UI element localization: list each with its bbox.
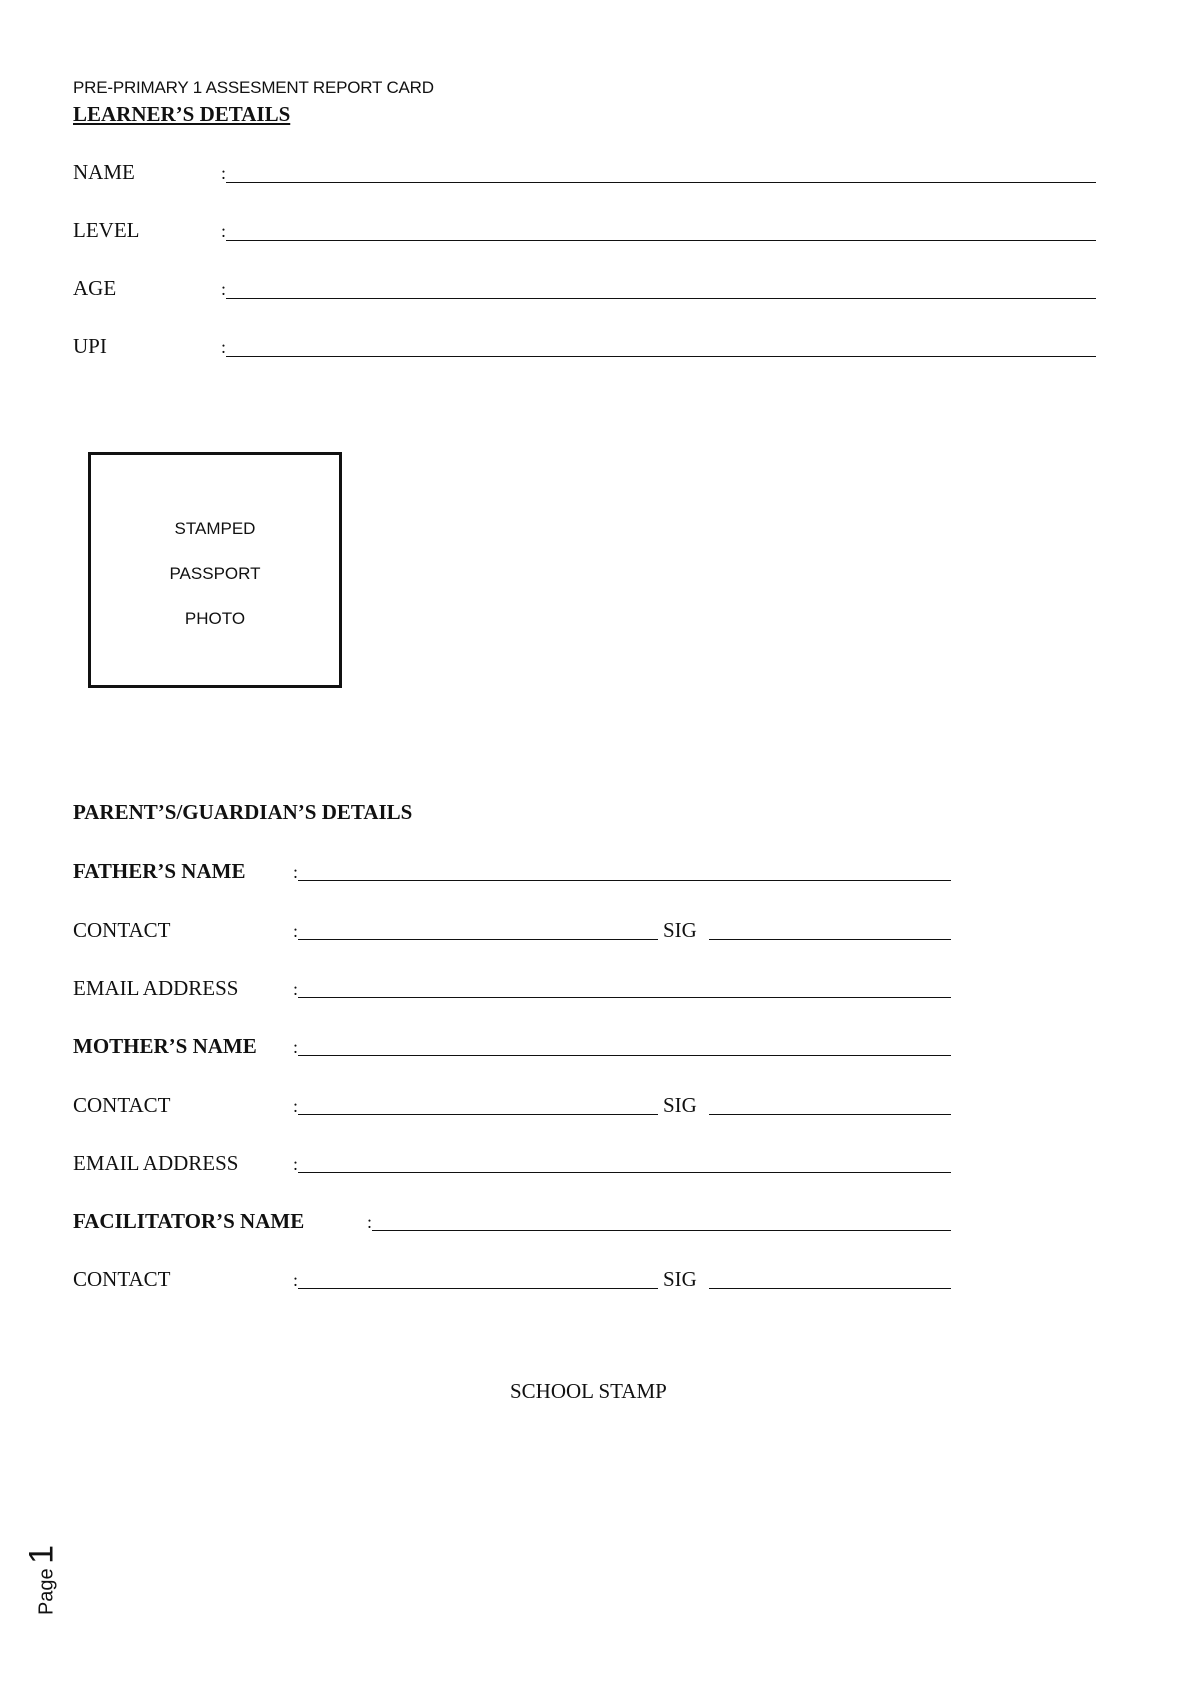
page-number [22,1530,62,1630]
father-sig-label: SIG [663,918,697,942]
name-label: NAME [73,160,135,184]
mother-contact-colon: : [293,1096,299,1116]
upi-colon: : [221,337,227,357]
facilitator-name-colon: : [367,1212,373,1232]
father-name-label: FATHER’S NAME [73,859,246,883]
level-colon: : [221,221,227,241]
mother-name-label: MOTHER’S NAME [73,1034,257,1058]
mother-sig-label: SIG [663,1093,697,1117]
mother-email-label: EMAIL ADDRESS [73,1151,239,1175]
age-colon: : [221,279,227,299]
mother-email-colon: : [293,1154,299,1174]
facilitator-contact-colon: : [293,1270,299,1290]
page-word: Page [35,1568,58,1616]
mother-name-colon: : [293,1037,299,1057]
father-name-line[interactable] [298,880,951,881]
father-contact-colon: : [293,921,299,941]
facilitator-sig-line[interactable] [709,1288,951,1289]
name-field-line[interactable] [226,182,1096,183]
level-label: LEVEL [73,218,140,242]
facilitator-name-label: FACILITATOR’S NAME [73,1209,305,1233]
passport-photo-box [88,452,342,688]
mother-contact-label: CONTACT [73,1093,171,1117]
mother-contact-line[interactable] [298,1114,658,1115]
level-field-line[interactable] [226,240,1096,241]
facilitator-contact-line[interactable] [298,1288,658,1289]
father-email-line[interactable] [298,997,951,998]
photo-box-line-1: STAMPED [174,519,256,538]
document-title: PRE-PRIMARY 1 ASSESMENT REPORT CARD [73,78,434,97]
photo-box-line-2: PASSPORT [169,564,261,583]
father-contact-line[interactable] [298,939,658,940]
photo-box-line-3: PHOTO [184,609,246,628]
age-label: AGE [73,276,117,300]
facilitator-sig-label: SIG [663,1267,697,1291]
upi-field-line[interactable] [226,356,1096,357]
father-name-colon: : [293,862,299,882]
learner-details-heading: LEARNER’S DETAILS [73,102,291,126]
upi-label: UPI [73,334,107,358]
father-email-colon: : [293,979,299,999]
facilitator-contact-label: CONTACT [73,1267,171,1291]
school-stamp-label: SCHOOL STAMP [510,1379,667,1403]
father-contact-label: CONTACT [73,918,171,942]
father-email-label: EMAIL ADDRESS [73,976,239,1000]
page-num: 1 [22,1544,61,1564]
facilitator-name-line[interactable] [372,1230,951,1231]
mother-sig-line[interactable] [709,1114,951,1115]
age-field-line[interactable] [226,298,1096,299]
mother-email-line[interactable] [298,1172,951,1173]
mother-name-line[interactable] [298,1055,951,1056]
parent-guardian-heading: PARENT’S/GUARDIAN’S DETAILS [73,800,413,824]
father-sig-line[interactable] [709,939,951,940]
name-colon: : [221,163,227,183]
